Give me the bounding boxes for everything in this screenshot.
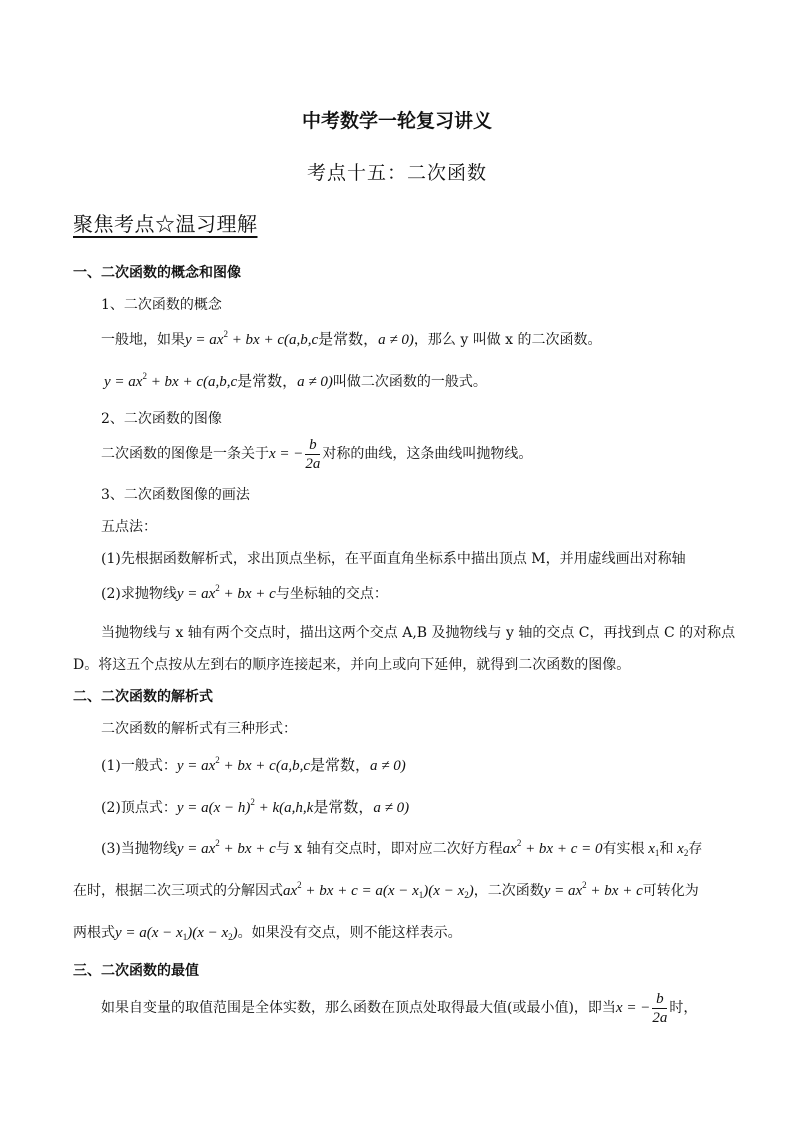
section-banner: 聚焦考点☆温习理解 bbox=[73, 212, 258, 236]
five-point-paragraph-line-2: D。将这五个点按从左到右的顺序连接起来，并向上或向下延伸，就得到二次函数的图像。 bbox=[73, 657, 631, 673]
step-2 bbox=[101, 583, 388, 603]
step-2-text-a: (2)求抛物线 bbox=[101, 586, 177, 602]
root-x2: $x_2$ bbox=[673, 841, 689, 858]
form-root-line-2 bbox=[73, 880, 699, 900]
form-root-equation: $ax^2$ + bx + c = 0 bbox=[502, 838, 603, 857]
form-root-text-d: 和 bbox=[659, 841, 674, 857]
form-general-label: (1)一般式： bbox=[101, 758, 177, 774]
form-general bbox=[101, 754, 406, 775]
form-root-line-3 bbox=[73, 922, 462, 942]
form-root-formula-b: $y = ax^2$ + bx + c bbox=[543, 880, 643, 899]
general-form-text: 叫做二次函数的一般式。 bbox=[332, 374, 487, 390]
forms-intro: 二次函数的解析式有三种形式： bbox=[101, 721, 297, 737]
form-root-text-b: 与 x 轴有交点时，即对应二次好方程 bbox=[275, 841, 503, 857]
step-2-text-b: 与坐标轴的交点： bbox=[275, 586, 388, 602]
extremum-line bbox=[101, 990, 697, 1027]
extremum-formula: x = − $\frac{b}{2a}$ bbox=[615, 991, 668, 1026]
factorization-formula: $ax^2$ + bx + $c = a(x - x_1)(x - x_2)$ bbox=[283, 880, 474, 900]
form-root-formula-a: $y = ax^2$ + bx + c bbox=[176, 838, 276, 857]
definition-text-a: 一般地，如果 bbox=[101, 332, 185, 348]
form-root-line3-text-b: 。如果没有交点，则不能这样表示。 bbox=[237, 925, 462, 941]
extremum-text-a: 如果自变量的取值范围是全体实数，那么函数在顶点处取得最大值(或最小值)，即当 bbox=[101, 999, 616, 1016]
axis-of-symmetry-line bbox=[101, 436, 532, 473]
definition-line bbox=[101, 328, 602, 349]
form-root-line2-text-c: 可转化为 bbox=[642, 883, 699, 899]
general-form-formula-2: $y = ax^2$ + bx + c(a,b,c是常数，a ≠ 0) bbox=[104, 371, 333, 390]
form-vertex-formula: $y = a(x - h)^2 + k(a,h,k$是常数，a ≠ 0) bbox=[176, 797, 410, 816]
form-vertex-label: (2)顶点式： bbox=[101, 800, 177, 816]
parabola-formula: $y = ax^2$ + bx + c bbox=[176, 583, 276, 602]
form-vertex bbox=[101, 796, 409, 817]
step-1: (1)先根据函数解析式，求出顶点坐标，在平面直角坐标系中描出顶点 M，并用虚线画出对称轴 bbox=[101, 551, 686, 567]
general-form-line bbox=[104, 370, 487, 391]
document-title: 中考数学一轮复习讲义 bbox=[301, 110, 492, 132]
extremum-text-b: 时， bbox=[669, 999, 698, 1016]
form-general-formula: $y = ax^2$ + bx + c(a,b,c是常数，a ≠ 0) bbox=[176, 755, 406, 774]
subsection-3-title: 3、二次函数图像的画法 bbox=[101, 487, 250, 503]
symmetry-text-b: 对称的曲线，这条曲线叫抛物线。 bbox=[322, 445, 533, 462]
document-subtitle: 考点十五：二次函数 bbox=[306, 162, 487, 184]
subsection-1-title: 1、二次函数的概念 bbox=[101, 297, 222, 313]
form-root-text-c: 有实根 bbox=[602, 841, 645, 857]
section-3-heading: 三、二次函数的最值 bbox=[73, 963, 199, 979]
definition-text-b: ，那么 y 叫做 x 的二次函数。 bbox=[413, 332, 602, 348]
form-root-text-a: (3)当抛物线 bbox=[101, 841, 177, 857]
five-point-label: 五点法： bbox=[101, 519, 157, 535]
five-point-paragraph-line-1: 当抛物线与 x 轴有两个交点时，描出这两个交点 A,B 及抛物线与 y 轴的交点 C，再找到点 C 的对称点 bbox=[101, 625, 736, 641]
form-root-line-1 bbox=[101, 838, 702, 858]
general-form-formula: $y = ax^2$ + bx + c(a,b,c是常数，a ≠ 0) bbox=[185, 329, 414, 348]
section-2-heading: 二、二次函数的解析式 bbox=[73, 689, 213, 705]
two-root-formula: $y = a(x - x_1)(x - x_2)$ bbox=[115, 925, 238, 942]
form-root-line2-text-a: 在时，根据二次三项式的分解因式 bbox=[73, 883, 283, 899]
form-root-line2-text-b: ，二次函数 bbox=[473, 883, 544, 899]
subsection-2-title: 2、二次函数的图像 bbox=[101, 411, 222, 427]
form-root-line3-text-a: 两根式 bbox=[73, 925, 115, 941]
root-x1: $x_1$ bbox=[644, 841, 660, 858]
symmetry-formula: x = − $\frac{b}{2a}$ bbox=[269, 437, 321, 472]
form-root-text-e: 存 bbox=[688, 841, 703, 857]
symmetry-text-a: 二次函数的图像是一条关于 bbox=[101, 445, 269, 462]
section-1-heading: 一、二次函数的概念和图像 bbox=[73, 265, 241, 281]
